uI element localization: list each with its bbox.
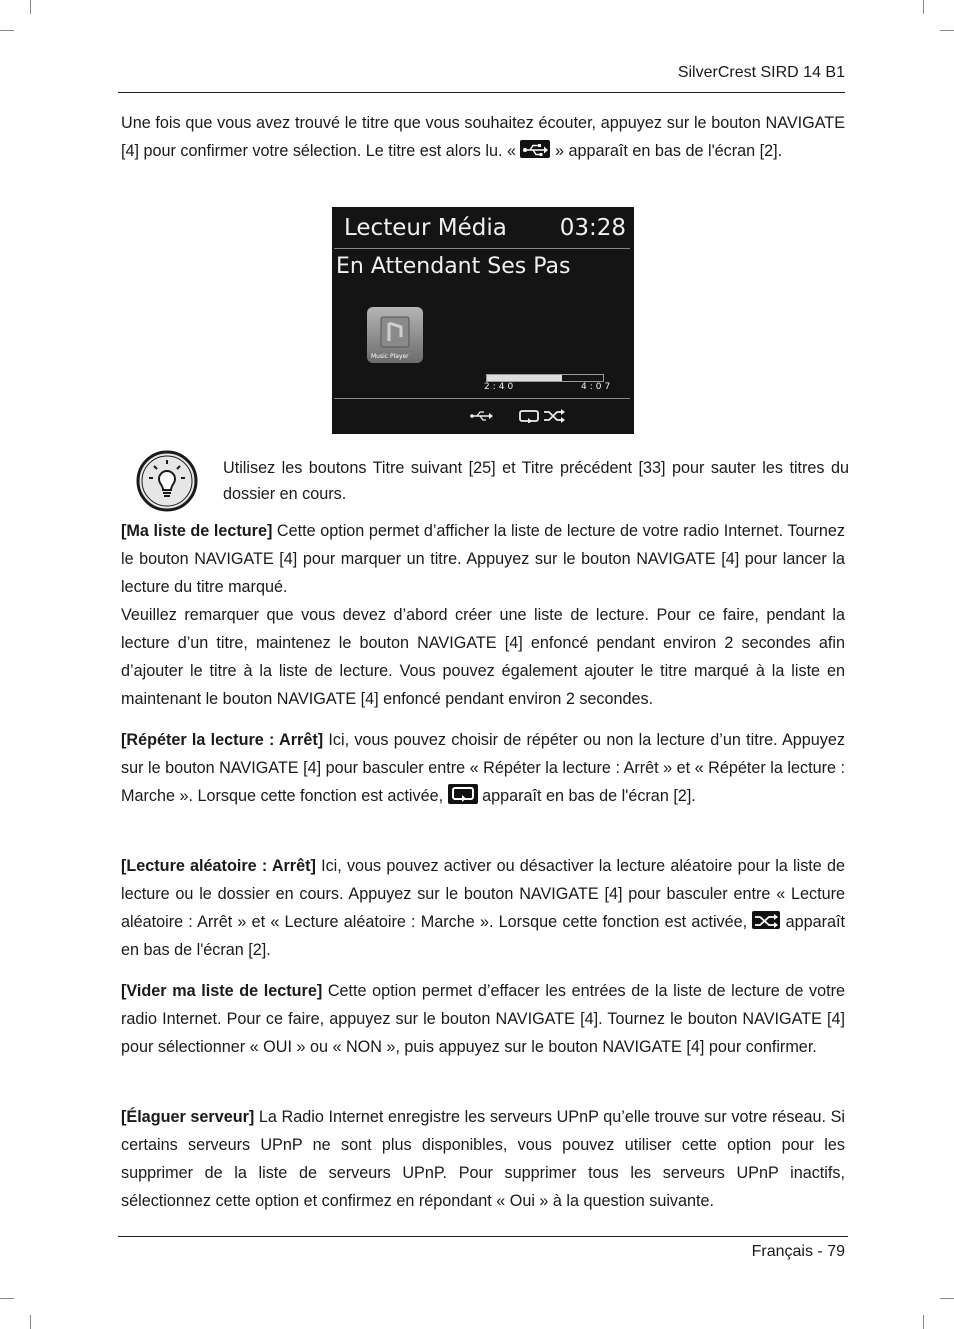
- progress-fill: [487, 375, 562, 381]
- section-shuffle: [121, 852, 845, 964]
- section-heading: [Lecture aléatoire : Arrêt]: [121, 857, 316, 875]
- section-text: Cette option permet d’afficher la liste de lecture de votre radio Internet. Tournez le bouton NAVIGATE [4] pour marquer un titre. Appuyez sur le bouton NAVIGATE [4] pour lancer la lecture du titre marqué.: [121, 522, 845, 596]
- page-header: [118, 62, 845, 93]
- crop-mark: [940, 1298, 954, 1299]
- shuffle-icon: [752, 911, 780, 929]
- screen-divider: [334, 248, 630, 249]
- page-footer: [118, 1236, 848, 1260]
- section-heading: [Vider ma liste de lecture]: [121, 982, 323, 1000]
- section-text: Cette option permet d’effacer les entrées de la liste de lecture de votre radio Internet. Pour ce faire, appuyez sur le bouton NAVIGATE [4]. Tournez le bouton NAVIGATE [4] pour sélectionner « OUI » ou « NON », puis appuyez sur le bouton NAVIGATE [4] pour confirmer.: [121, 982, 845, 1056]
- section-text: Ici, vous pouvez choisir de répéter ou non la lecture d’un titre. Appuyez sur le bouton NAVIGATE [4] pour basculer entre « Répéter la lecture : Arrêt » et « Répéter la lecture : Marche ». Lorsque cette fonction est activée,: [121, 731, 845, 805]
- repeat-icon: [518, 409, 540, 423]
- total-time: 4:07: [581, 382, 614, 392]
- section-repeat: [121, 726, 845, 810]
- screen-app-title: Lecteur Média: [344, 215, 507, 241]
- section-heading: [Répéter la lecture : Arrêt]: [121, 731, 324, 749]
- section-heading: [Ma liste de lecture]: [121, 522, 273, 540]
- section-prune: [121, 1103, 845, 1215]
- crop-mark: [0, 1298, 14, 1299]
- screen-divider: [334, 398, 630, 399]
- intro-text-end: » apparaît en bas de l'écran [2].: [554, 142, 783, 160]
- progress-bar: [486, 374, 604, 382]
- shuffle-icon: [543, 409, 565, 423]
- repeat-icon: [448, 784, 478, 804]
- elapsed-time: 2:40: [484, 382, 517, 392]
- section-playlist: [121, 517, 845, 601]
- section-playlist-note: Veuillez remarquer que vous devez d’abord créer une liste de lecture. Pour ce faire, pendant la lecture d’un titre, maintenez le bouton NAVIGATE [4] enfoncé pendant environ 2 secondes afin d’ajouter le titre à la liste de lecture. Vous pouvez également ajouter le titre marqué à la liste en maintenant le bouton NAVIGATE [4] enfoncé pendant environ 2 secondes.: [121, 606, 845, 708]
- crop-mark: [30, 0, 31, 14]
- intro-text: Une fois que vous avez trouvé le titre que vous souhaitez écouter, appuyez sur le bouton NAVIGATE [4] pour confirmer votre sélection. Le titre est alors lu. «: [121, 114, 845, 160]
- crop-mark: [923, 1315, 924, 1329]
- section-heading: [Élaguer serveur]: [121, 1108, 255, 1126]
- album-art-label: Music Player: [371, 353, 409, 360]
- media-player-screen: [332, 207, 634, 434]
- section-text-end: apparaît en bas de l'écran [2].: [477, 787, 696, 805]
- section-text-end: apparaît en bas de l'écran [2].: [121, 913, 845, 959]
- usb-icon: [468, 408, 494, 424]
- section-text: La Radio Internet enregistre les serveurs UPnP qu’elle trouve sur votre réseau. Si certains serveurs UPnP ne sont plus disponibles, vous pouvez utiliser cette option pour les supprimer de la liste de serveurs UPnP. Pour supprimer tous les serveurs UPnP inactifs, sélectionnez cette option et confirmez en répondant « Oui » à la question suivante.: [121, 1108, 845, 1210]
- album-art: [367, 307, 423, 363]
- usb-icon: [520, 140, 550, 158]
- header-title: SilverCrest SIRD 14 B1: [677, 64, 845, 81]
- screen-track-title: En Attendant Ses Pas: [336, 254, 571, 279]
- page-number: Français - 79: [751, 1243, 845, 1260]
- intro-paragraph: [121, 109, 845, 165]
- crop-mark: [0, 30, 14, 31]
- crop-mark: [923, 0, 924, 14]
- screen-clock: 03:28: [559, 215, 626, 241]
- tip-text: Utilisez les boutons Titre suivant [25] et Titre précédent [33] pour sauter les titres du dossier en cours.: [223, 459, 849, 503]
- section-text: Ici, vous pouvez activer ou désactiver la lecture aléatoire pour la liste de lecture ou le dossier en cours. Appuyez sur le bouton NAVIGATE [4] pour basculer entre « Lecture aléatoire : Arrêt » et « Lecture aléatoire : Marche ». Lorsque cette fonction est activée,: [121, 857, 845, 931]
- section-clear: [121, 977, 845, 1061]
- crop-mark: [940, 30, 954, 31]
- crop-mark: [30, 1315, 31, 1329]
- lightbulb-tip-icon: [136, 450, 198, 512]
